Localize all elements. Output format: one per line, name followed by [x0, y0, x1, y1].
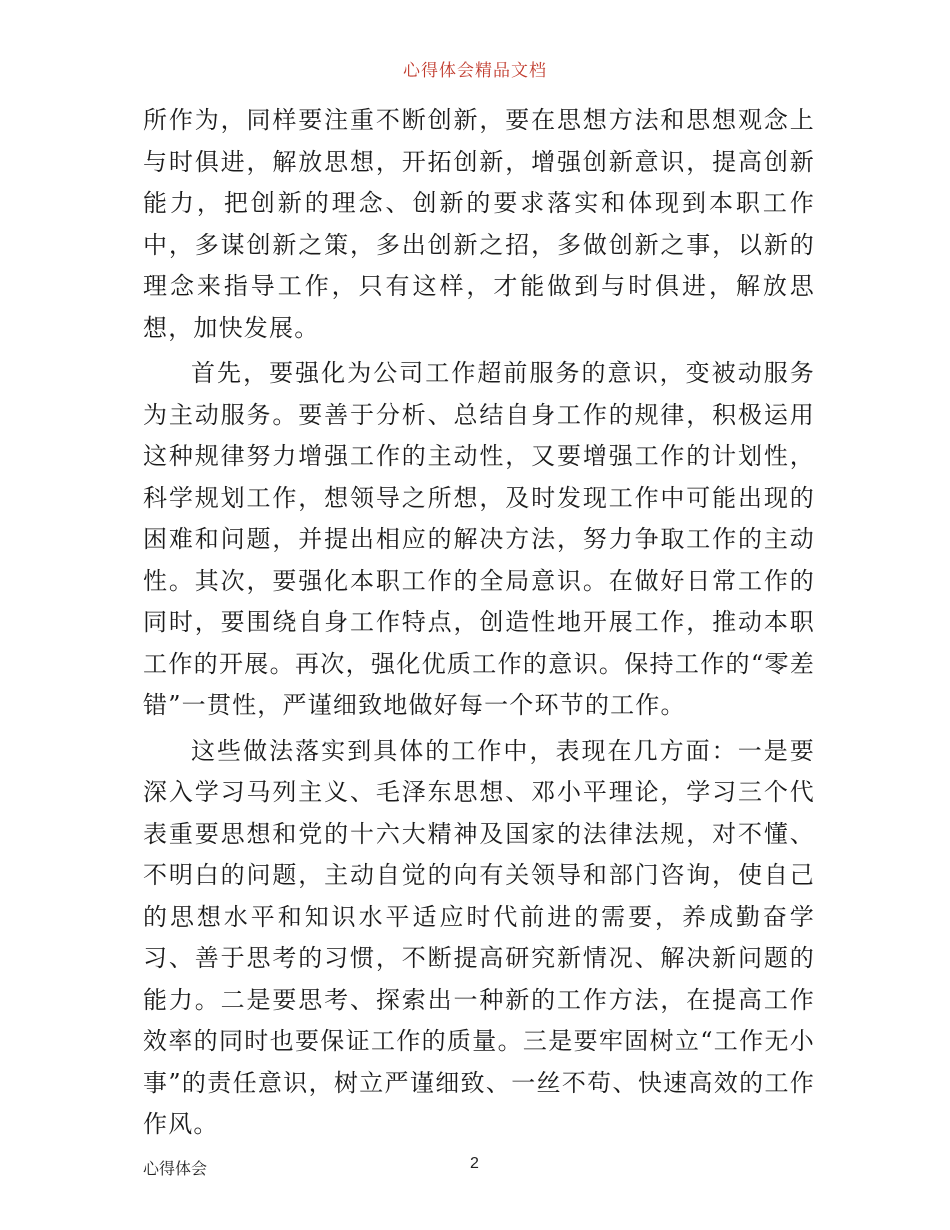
- paragraph-continued: 所作为，同样要注重不断创新，要在思想方法和思想观念上与时俱进，解放思想，开拓创新，增强创新意识，提高创新能力，把创新的理念、创新的要求落实和体现到本职工作中，多谋创新之策，多出创新之招，多做创新之事，以新的理念来指导工作，只有这样，才能做到与时俱进，解放思想，加快发展。: [143, 106, 815, 342]
- page-header-title: 心得体会精品文档: [403, 61, 547, 81]
- paragraph: 这些做法落实到具体的工作中，表现在几方面：一是要深入学习马列主义、毛泽东思想、邓小平理论，学习三个代表重要思想和党的十六大精神及国家的法律法规，对不懂、不明白的问题，主动自觉的向有关领导和部门咨询，使自己的思想水平和知识水平适应时代前进的需要，养成勤奋学习、善于思考的习惯，不断提高研究新情况、解决新问题的能力。二是要思考、探索出一种新的工作方法，在提高工作效率的同时也要保证工作的质量。三是要牢固树立“工作无小事”的责任意识，树立严谨细致、一丝不苟、快速高效的工作作风。: [143, 736, 815, 1138]
- page-number: 2: [470, 1155, 479, 1172]
- document-body: [143, 100, 815, 1150]
- footer-label: 心得体会: [143, 1159, 208, 1178]
- paragraph: 首先，要强化为公司工作超前服务的意识，变被动服务为主动服务。要善于分析、总结自身工作的规律，积极运用这种规律努力增强工作的主动性，又要增强工作的计划性，科学规划工作，想领导之所想，及时发现工作中可能出现的困难和问题，并提出相应的解决方法，努力争取工作的主动性。其次，要强化本职工作的全局意识。在做好日常工作的同时，要围绕自身工作特点，创造性地开展工作，推动本职工作的开展。再次，强化优质工作的意识。保持工作的“零差错”一贯性，严谨细致地做好每一个环节的工作。: [143, 359, 815, 719]
